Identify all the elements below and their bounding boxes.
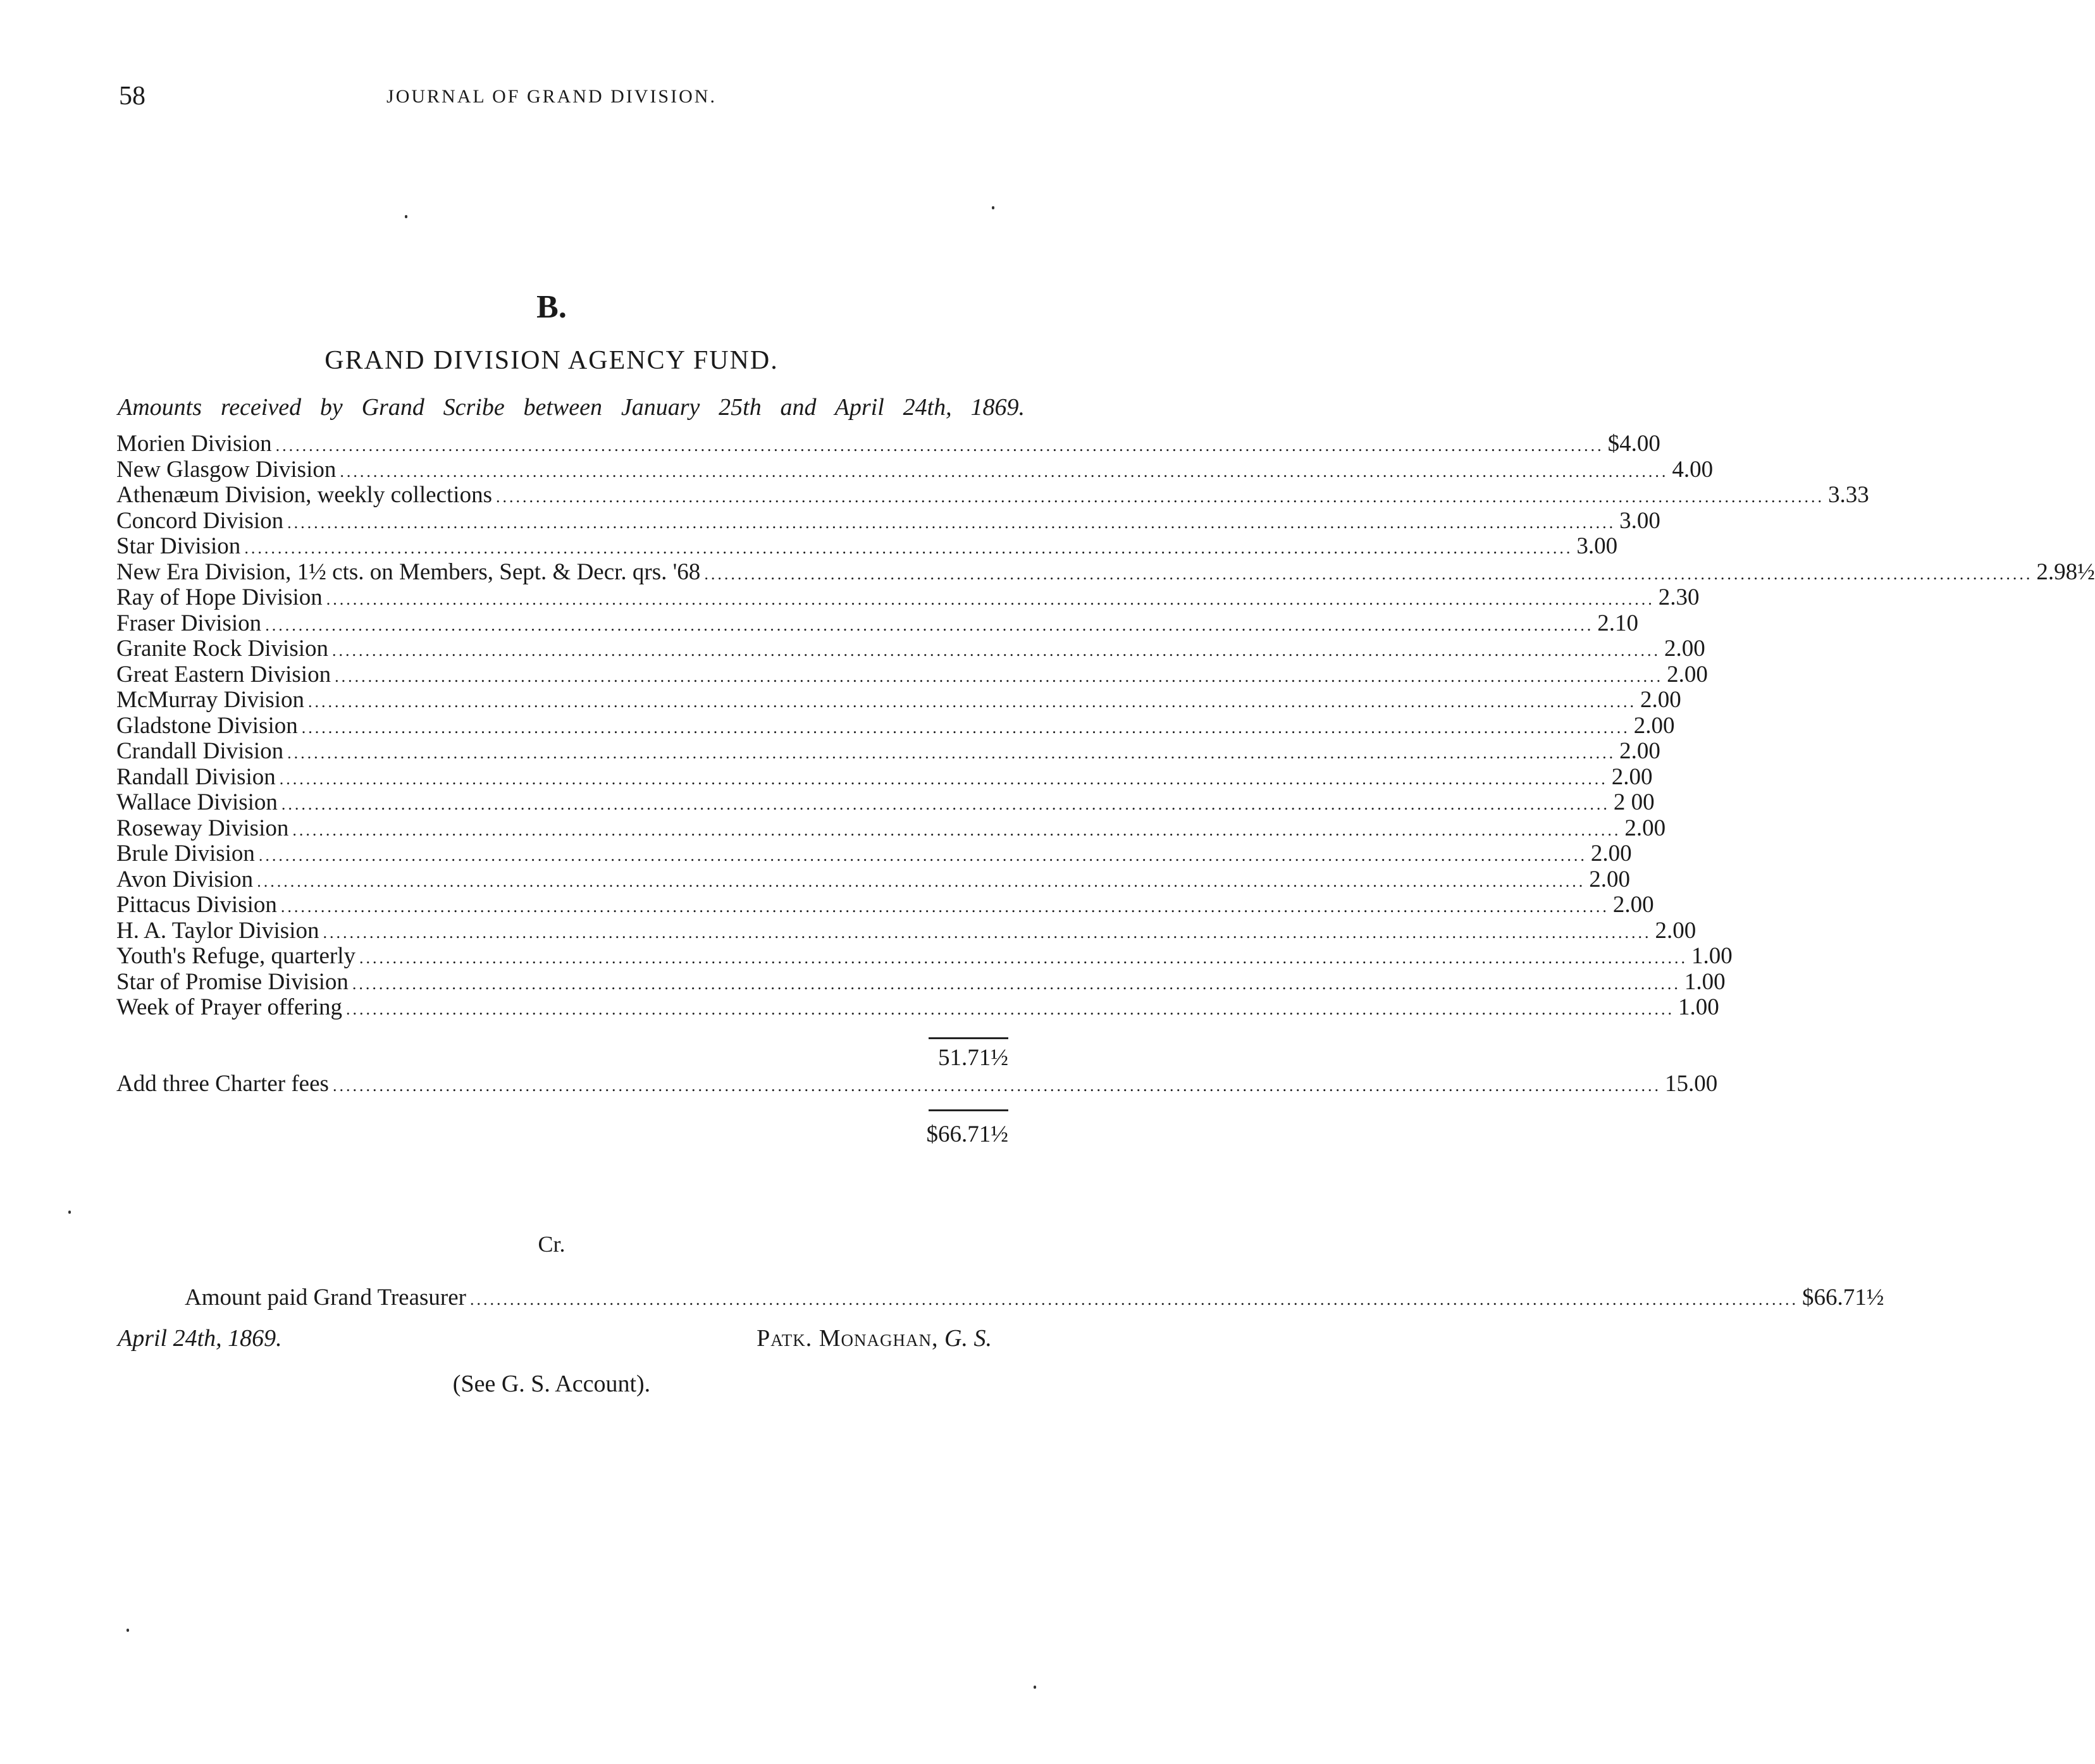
- division-name: McMurray Division: [116, 687, 304, 713]
- dot-leader: ........................................................................................................................................................................................................: [335, 667, 1664, 686]
- ledger-row: [116, 712, 1675, 739]
- division-amount: 2.00: [1619, 738, 1660, 764]
- ledger-row: [116, 584, 1700, 610]
- division-name: Pittacus Division: [116, 892, 277, 918]
- credit-paid-label: Amount paid Grand Treasurer: [185, 1285, 466, 1311]
- ledger-row: [116, 866, 1630, 892]
- ink-speck: [1034, 1686, 1036, 1689]
- ledger-row: [116, 737, 1660, 764]
- ledger-row: [116, 481, 1869, 508]
- dot-leader: ........................................................................................................................................................................................................: [265, 615, 1594, 634]
- division-amount: 3.33: [1827, 482, 1869, 508]
- division-name: Randall Division: [116, 763, 276, 790]
- signatory-name: Patk. Monaghan,: [757, 1325, 939, 1352]
- dot-leader: ........................................................................................................................................................................................................: [352, 974, 1681, 993]
- credit-date: April 24th, 1869.: [118, 1325, 282, 1352]
- division-amount: 2.98½: [2036, 558, 2095, 585]
- section-letter: B.: [536, 289, 567, 325]
- division-name: Great Eastern Division: [116, 661, 331, 688]
- dot-leader: ........................................................................................................................................................................................................: [340, 462, 1669, 481]
- ledger-row: [116, 686, 1681, 713]
- dot-leader: ........................................................................................................................................................................................................: [257, 872, 1586, 891]
- ledger-row: [116, 533, 1618, 559]
- dot-leader: ........................................................................................................................................................................................................: [308, 693, 1636, 711]
- ledger-row: [116, 815, 1666, 841]
- ledger-row: [116, 661, 1708, 688]
- division-amount: 2.00: [1667, 661, 1708, 688]
- dot-leader: ........................................................................................................................................................................................................: [326, 590, 1655, 608]
- credit-paid-amount: $66.71½: [1801, 1285, 1884, 1311]
- division-amount: 1.00: [1691, 943, 1733, 969]
- division-name: Brule Division: [116, 841, 255, 867]
- dot-leader: ........................................................................................................................................................................................................: [332, 641, 1661, 660]
- signatory-title: G. S.: [944, 1325, 992, 1352]
- ledger-row: [116, 942, 1733, 969]
- dot-leader: ........................................................................................................................................................................................................: [280, 897, 1609, 916]
- division-amount: 2.00: [1612, 892, 1654, 918]
- ledger-row: [116, 840, 1632, 867]
- division-amount: 1.00: [1678, 994, 1719, 1020]
- ledger-row: [116, 763, 1653, 790]
- dot-leader: ........................................................................................................................................................................................................: [287, 744, 1616, 762]
- division-name: Star Division: [116, 533, 241, 559]
- division-amount: 4.00: [1672, 456, 1714, 483]
- division-name: H. A. Taylor Division: [116, 917, 319, 944]
- receipts-ledger: [116, 430, 2095, 1020]
- division-amount: 2.30: [1658, 584, 1700, 610]
- dot-leader: ........................................................................................................................................................................................................: [323, 923, 1652, 942]
- division-amount: 3.00: [1576, 533, 1618, 559]
- division-name: Gladstone Division: [116, 712, 298, 739]
- division-name: Week of Prayer offering: [116, 994, 342, 1020]
- division-name: Athenæum Division, weekly collections: [116, 482, 492, 508]
- division-amount: 2.10: [1597, 610, 1638, 636]
- division-amount: 2.00: [1633, 712, 1675, 739]
- division-name: Wallace Division: [116, 789, 278, 815]
- division-name: New Era Division, 1½ cts. on Members, Sept. & Decr. qrs. '68: [116, 558, 701, 585]
- division-name: Granite Rock Division: [116, 636, 329, 662]
- division-amount: 2 00: [1613, 789, 1655, 815]
- division-amount: 2.00: [1611, 763, 1653, 790]
- dot-leader: ........................................................................................................................................................................................................: [281, 795, 1610, 813]
- division-name: New Glasgow Division: [116, 456, 337, 483]
- dot-leader: ........................................................................................................................................................................................................: [287, 513, 1616, 532]
- division-name: Avon Division: [116, 866, 254, 892]
- ledger-row: [116, 456, 1714, 483]
- ledger-row: [116, 430, 1660, 457]
- dot-leader: ........................................................................................................................................................................................................: [332, 1076, 1661, 1095]
- ledger-row: [116, 891, 1654, 918]
- division-amount: 2.00: [1589, 866, 1630, 892]
- division-name: Youth's Refuge, quarterly: [116, 943, 356, 969]
- division-amount: 2.00: [1590, 841, 1632, 867]
- ledger-row: [116, 558, 2095, 585]
- ledger-row: [116, 635, 1705, 662]
- section-subtitle: Amounts received by Grand Scribe between January 25th and April 24th, 1869.: [118, 394, 1025, 421]
- division-name: Ray of Hope Division: [116, 584, 323, 610]
- division-name: Roseway Division: [116, 815, 289, 841]
- division-name: Fraser Division: [116, 610, 262, 636]
- division-amount: 2.00: [1655, 917, 1696, 944]
- division-amount: $4.00: [1607, 431, 1660, 457]
- credit-paid-row: [185, 1284, 1884, 1311]
- division-amount: 1.00: [1684, 968, 1726, 995]
- ink-speck: [405, 215, 407, 218]
- division-name: Star of Promise Division: [116, 968, 349, 995]
- subtotal-amount: 51.71½: [938, 1045, 1008, 1071]
- dot-leader: ........................................................................................................................................................................................................: [704, 564, 2033, 583]
- credit-heading: Cr.: [538, 1231, 565, 1257]
- dot-leader: ........................................................................................................................................................................................................: [359, 949, 1688, 967]
- ledger-row: [116, 994, 1719, 1020]
- ink-speck: [68, 1211, 71, 1214]
- ink-speck: [992, 206, 994, 209]
- dot-leader: ........................................................................................................................................................................................................: [345, 1000, 1674, 1018]
- ledger-row: [116, 610, 1638, 636]
- page-number: 58: [119, 82, 145, 111]
- division-name: Crandall Division: [116, 738, 284, 764]
- division-name: Morien Division: [116, 431, 272, 457]
- ledger-row: [116, 789, 1655, 815]
- dot-leader: ........................................................................................................................................................................................................: [469, 1290, 1798, 1309]
- section-title: GRAND DIVISION AGENCY FUND.: [324, 346, 779, 375]
- division-amount: 2.00: [1664, 636, 1705, 662]
- total-rule: [929, 1109, 1008, 1111]
- grand-total-amount: $66.71½: [926, 1121, 1008, 1147]
- dot-leader: ........................................................................................................................................................................................................: [258, 846, 1587, 865]
- ledger-row: [116, 917, 1696, 944]
- subtotal-rule: [929, 1037, 1008, 1039]
- running-head: JOURNAL OF GRAND DIVISION.: [386, 86, 717, 107]
- division-amount: 2.00: [1624, 815, 1666, 841]
- ledger-row: [116, 968, 1726, 995]
- see-account-note: (See G. S. Account).: [452, 1371, 651, 1397]
- dot-leader: ........................................................................................................................................................................................................: [279, 769, 1608, 788]
- division-amount: 2.00: [1640, 687, 1681, 713]
- charter-fees-label: Add three Charter fees: [116, 1071, 329, 1097]
- ledger-row: [116, 507, 1660, 534]
- dot-leader: ........................................................................................................................................................................................................: [292, 820, 1621, 839]
- charter-fees-row: [116, 1070, 1718, 1097]
- division-amount: 3.00: [1619, 507, 1660, 534]
- signature-block: [757, 1324, 992, 1352]
- dot-leader: ........................................................................................................................................................................................................: [275, 436, 1604, 455]
- ink-speck: [127, 1629, 129, 1632]
- dot-leader: ........................................................................................................................................................................................................: [301, 718, 1630, 737]
- division-name: Concord Division: [116, 507, 284, 534]
- dot-leader: ........................................................................................................................................................................................................: [495, 488, 1824, 506]
- charter-fees-amount: 15.00: [1664, 1071, 1718, 1097]
- dot-leader: ........................................................................................................................................................................................................: [244, 539, 1573, 557]
